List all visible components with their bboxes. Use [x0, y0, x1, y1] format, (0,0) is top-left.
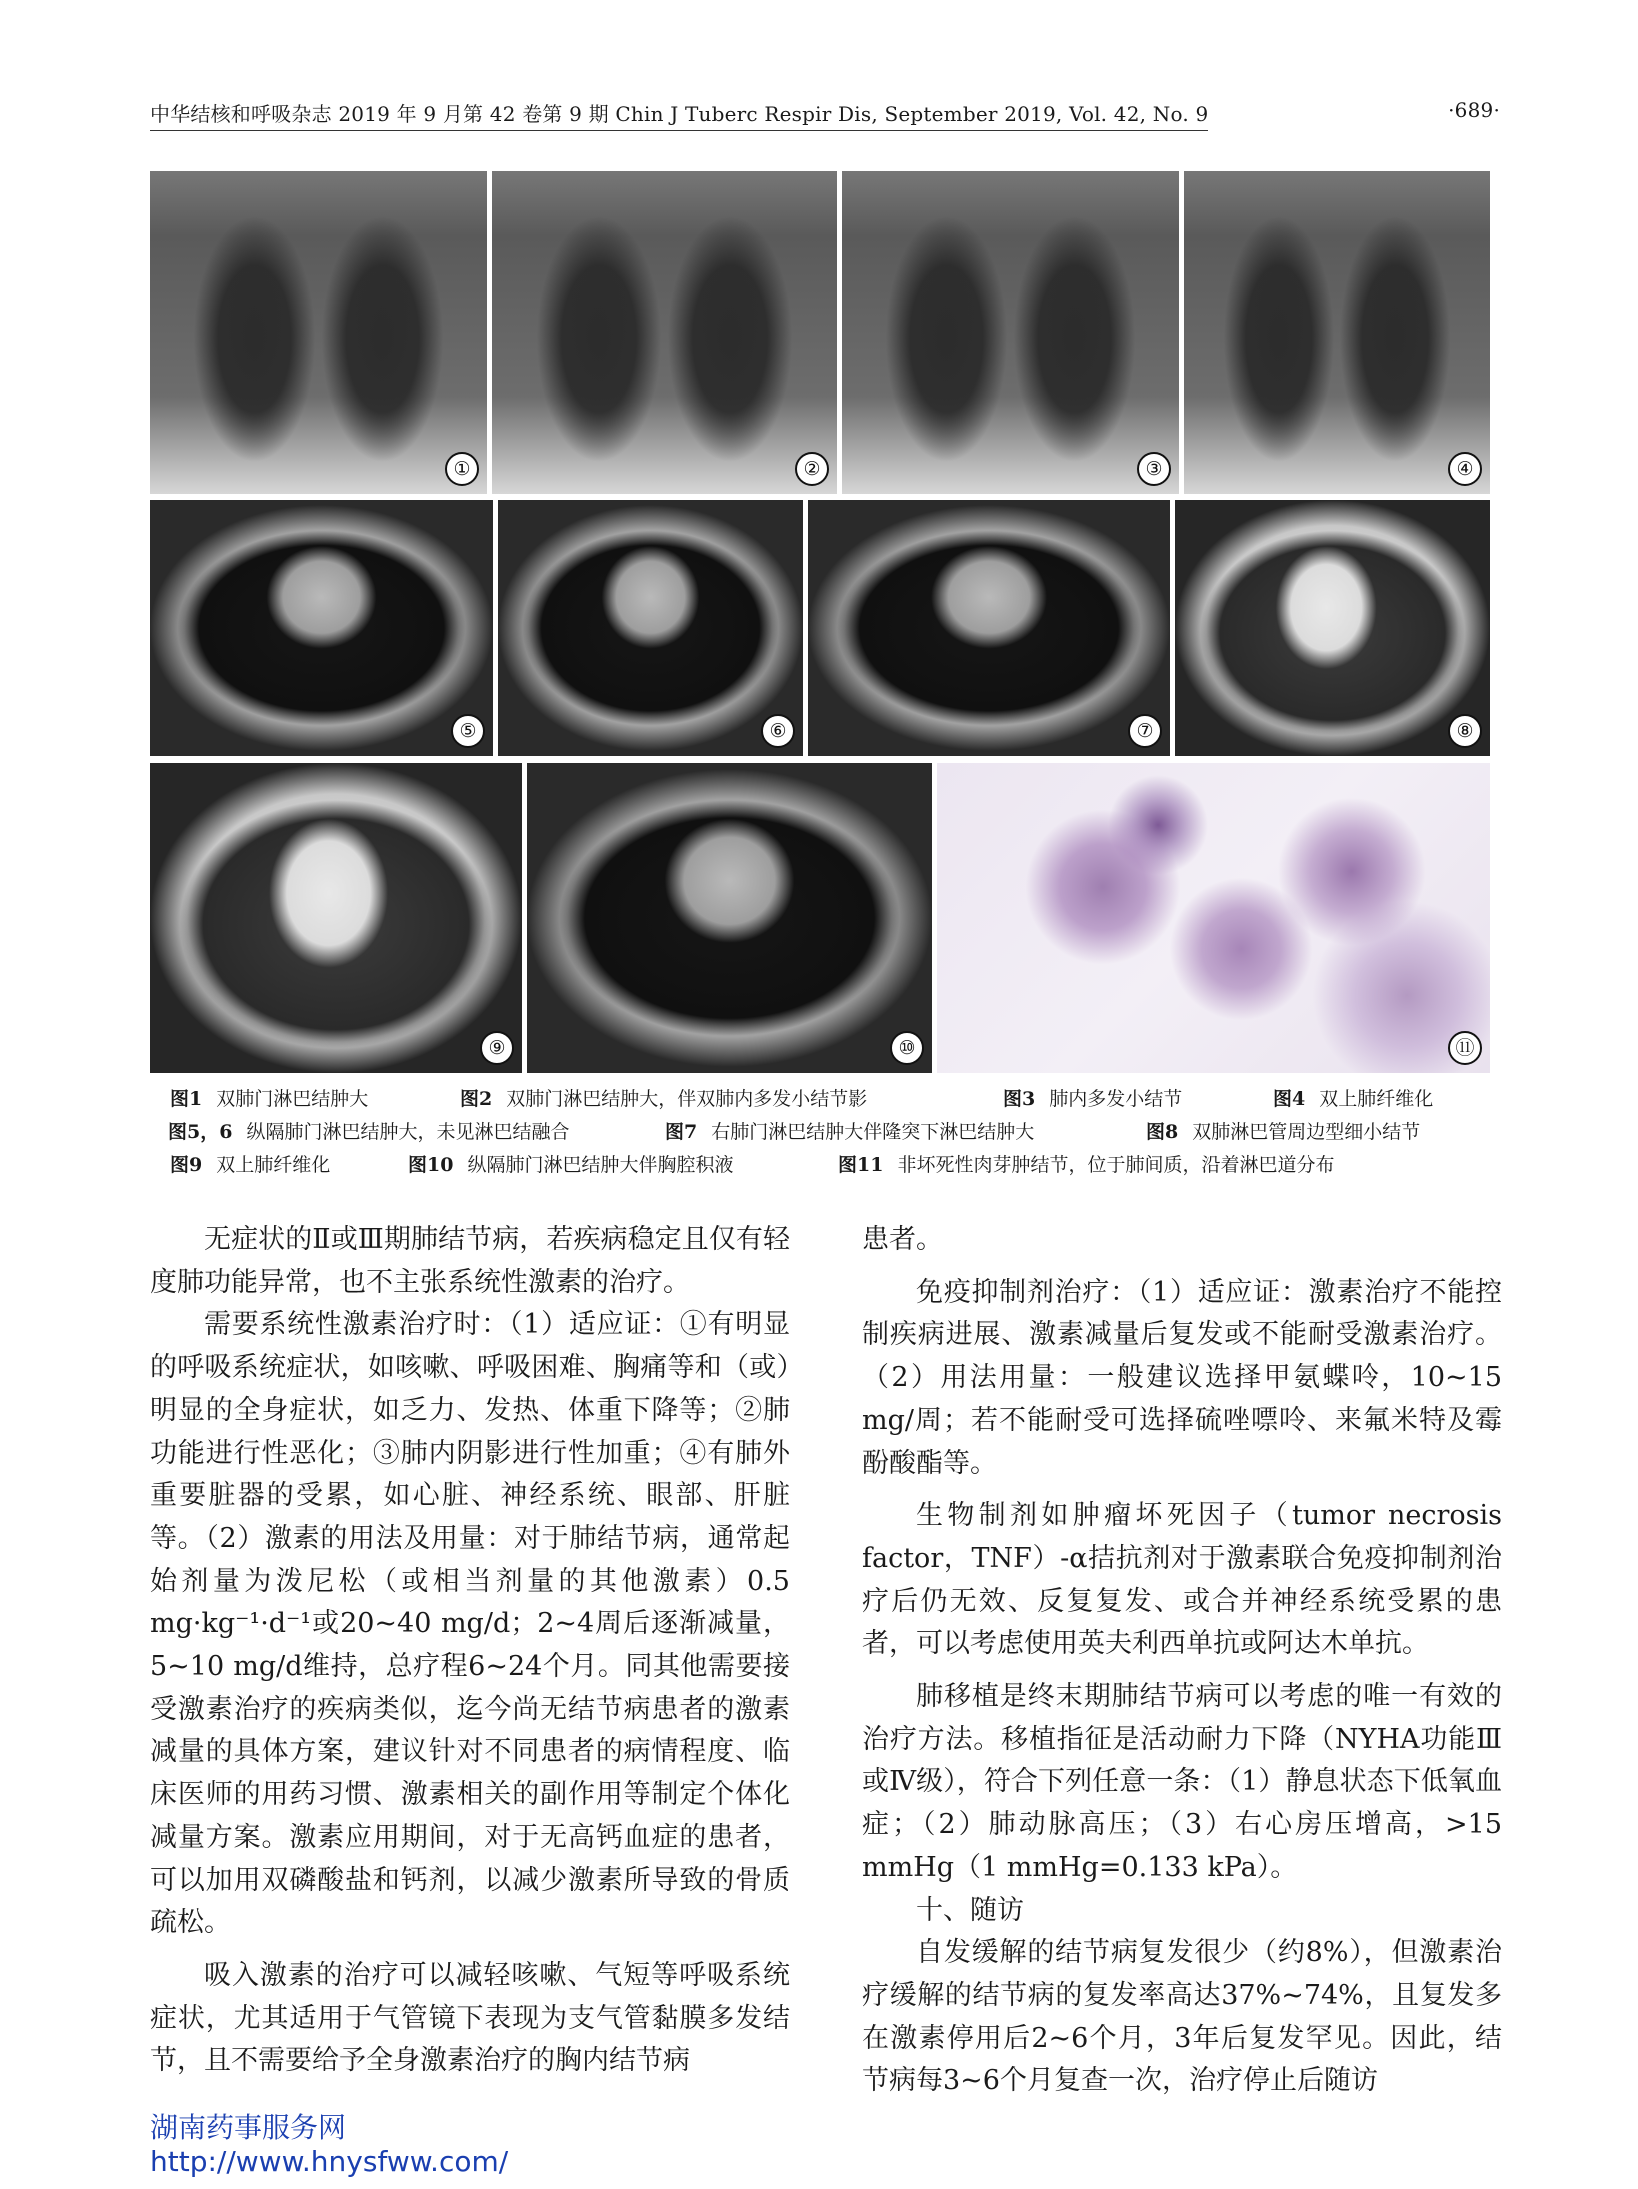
figure-label: ⑥	[761, 714, 795, 748]
section-heading: 十、随访	[916, 1894, 1024, 1926]
watermark-url[interactable]: http://www.hnysfww.com/	[150, 2145, 509, 2178]
figure-6-chest-ct	[498, 500, 803, 756]
figure-8-chest-ct-lung-window	[1175, 500, 1490, 756]
figure-5-chest-ct	[150, 500, 493, 756]
caption-fig5-6: 图5，6 纵隔肺门淋巴结肿大，未见淋巴结融合	[168, 1121, 570, 1143]
figure-label: ⑦	[1128, 714, 1162, 748]
figure-label: ④	[1448, 452, 1482, 486]
caption-fig8: 图8 双肺淋巴管周边型细小结节	[1146, 1121, 1421, 1143]
paragraph: 吸入激素的治疗可以减轻咳嗽、气短等呼吸系统症状，尤其适用于气管镜下表现为支气管黏膜多发结节，且不需要给予全身激素治疗的胸内结节病	[150, 1959, 790, 2077]
figure-4-chest-xray	[1184, 171, 1490, 494]
figure-label: ⑨	[480, 1031, 514, 1065]
figure-10-chest-ct	[527, 763, 932, 1073]
figure-11-histology	[937, 763, 1490, 1073]
figure-label: ⑪	[1448, 1031, 1482, 1065]
paragraph: 无症状的Ⅱ或Ⅲ期肺结节病，若疾病稳定且仅有轻度肺功能异常，也不主张系统性激素的治疗。	[150, 1224, 790, 1298]
figure-label: ⑩	[890, 1031, 924, 1065]
caption-fig10: 图10 纵隔肺门淋巴结肿大伴胸腔积液	[408, 1154, 734, 1176]
figure-captions	[150, 1083, 1500, 1182]
caption-fig9: 图9 双上肺纤维化	[170, 1154, 331, 1176]
figure-9-chest-ct-lung-window	[150, 763, 522, 1073]
caption-fig2: 图2 双肺门淋巴结肿大，伴双肺内多发小结节影	[460, 1088, 868, 1110]
caption-fig7: 图7 右肺门淋巴结肿大伴隆突下淋巴结肿大	[665, 1121, 1035, 1143]
paragraph: 肺移植是终末期肺结节病可以考虑的唯一有效的治疗方法。移植指征是活动耐力下降（NYHA功能Ⅲ或Ⅳ级），符合下列任意一条：（1）静息状态下低氧血症；（2）肺动脉高压；（3）右心房压增高，>15 mmHg（1 mmHg=0.133 kPa）。	[862, 1681, 1502, 1883]
body-column-left	[150, 1219, 790, 2083]
caption-fig11: 图11 非坏死性肉芽肿结节，位于肺间质，沿着淋巴道分布	[838, 1154, 1335, 1176]
caption-row	[150, 1116, 1500, 1149]
paragraph: 免疫抑制剂治疗：（1）适应证：激素治疗不能控制疾病进展、激素减量后复发或不能耐受激素治疗。（2）用法用量：一般建议选择甲氨蝶呤，10~15 mg/周；若不能耐受可选择硫唑嘌呤、来氟米特及霉酚酸酯等。	[862, 1276, 1502, 1479]
caption-row	[150, 1083, 1500, 1116]
figure-label: ⑧	[1448, 714, 1482, 748]
paragraph: 生物制剂如肿瘤坏死因子（tumor necrosis factor，TNF）-α拮抗剂对于激素联合免疫抑制剂治疗后仍无效、反复复发、或合并神经系统受累的患者，可以考虑使用英夫利西单抗或阿达木单抗。	[862, 1500, 1502, 1660]
journal-citation: 中华结核和呼吸杂志 2019 年 9 月第 42 卷第 9 期 Chin J Tuberc Respir Dis, September 2019, Vol. 42, No. 9	[150, 98, 1208, 131]
figure-label: ①	[445, 452, 479, 486]
figure-label: ②	[795, 452, 829, 486]
figure-1-chest-xray	[150, 171, 487, 494]
running-header	[150, 98, 1500, 134]
caption-fig4: 图4 双上肺纤维化	[1273, 1088, 1434, 1110]
body-column-right	[862, 1219, 1502, 2103]
caption-fig1: 图1 双肺门淋巴结肿大	[170, 1088, 369, 1110]
watermark	[150, 2111, 508, 2179]
figure-label: ⑤	[451, 714, 485, 748]
figure-label: ③	[1137, 452, 1171, 486]
watermark-site-name: 湖南药事服务网	[150, 2111, 347, 2144]
caption-fig3: 图3 肺内多发小结节	[1003, 1088, 1183, 1110]
paragraph: 自发缓解的结节病复发很少（约8%），但激素治疗缓解的结节病的复发率高达37%~74%，且复发多在激素停用后2~6个月，3年后复发罕见。因此，结节病每3~6个月复查一次，治疗停止后随访	[862, 1937, 1502, 2097]
figure-3-chest-xray	[842, 171, 1179, 494]
paragraph: 需要系统性激素治疗时：（1）适应证：①有明显的呼吸系统症状，如咳嗽、呼吸困难、胸痛等和（或）明显的全身症状，如乏力、发热、体重下降等；②肺功能进行性恶化；③肺内阴影进行性加重；④有肺外重要脏器的受累，如心脏、神经系统、眼部、肝脏等。（2）激素的用法及用量：对于肺结节病，通常起始剂量为泼尼松（或相当剂量的其他激素）0.5 mg·kg⁻¹·d⁻¹或20~40 mg/d；2~4周后逐渐减量，5~10 mg/d维持，总疗程6~24个月。同其他需要接受激素治疗的疾病类似，迄今尚无结节病患者的激素减量的具体方案，建议针对不同患者的病情程度、临床医师的用药习惯、激素相关的副作用等制定个体化减量方案。激素应用期间，对于无高钙血症的患者，可以加用双磷酸盐和钙剂，以减少激素所导致的骨质疏松。	[150, 1309, 790, 1939]
figure-2-chest-xray	[492, 171, 837, 494]
caption-row	[150, 1149, 1500, 1182]
page-number: ·689·	[1448, 98, 1500, 122]
paragraph: 患者。	[862, 1224, 943, 1255]
figure-7-chest-ct	[808, 500, 1170, 756]
